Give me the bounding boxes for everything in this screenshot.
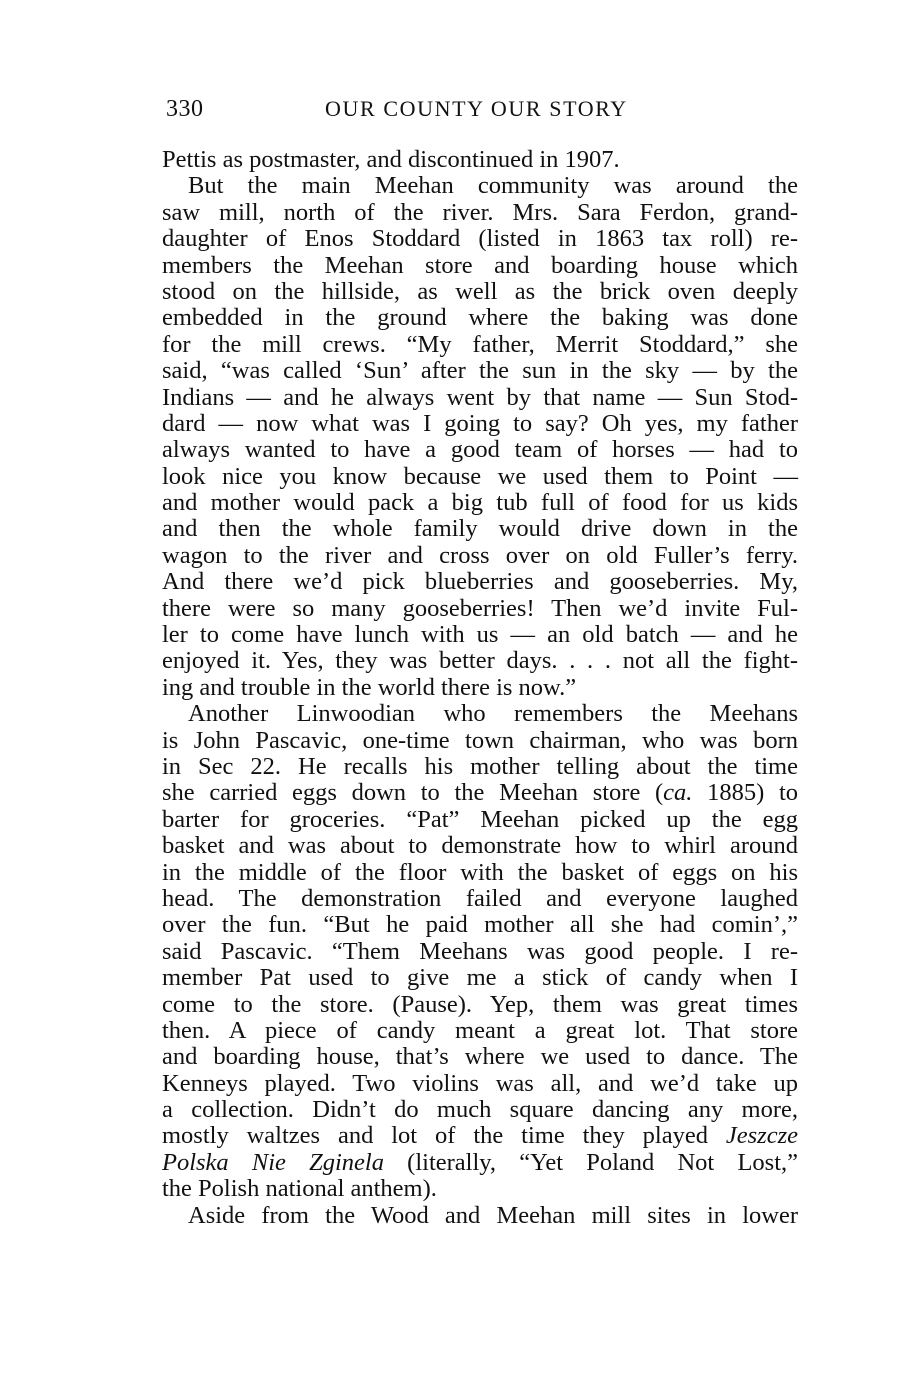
italic-text: Polska Nie Zginela: [162, 1148, 384, 1176]
paragraph-start-line: Another Linwoodian who remembers the Meehans: [188, 700, 798, 728]
text-line: [162, 780, 798, 806]
text-line: enjoyed it. Yes, they was better days. . . . not all the fight-: [162, 647, 798, 675]
text-segment: she carried eggs down to the Meehan store (: [162, 779, 664, 807]
text-line: said Pascavic. “Them Meehans was good people. I re-: [162, 937, 798, 965]
text-line: members the Meehan store and boarding house which: [162, 251, 798, 279]
text-line: saw mill, north of the river. Mrs. Sara Ferdon, grand-: [162, 198, 798, 226]
text-line: member Pat used to give me a stick of candy when I: [162, 964, 798, 992]
text-line: barter for groceries. “Pat” Meehan picked up the egg: [162, 805, 798, 833]
text-line: basket and was about to demonstrate how to whirl around: [162, 832, 798, 860]
text-line: for the mill crews. “My father, Merrit Stoddard,” she: [162, 330, 798, 358]
text-line: said, “was called ‘Sun’ after the sun in the sky — by the: [162, 357, 798, 385]
body-text: [162, 147, 798, 1229]
text-line: is John Pascavic, one-time town chairman, who was born: [162, 726, 798, 754]
text-line: Indians — and he always went by that name — Sun Stod-: [162, 383, 798, 411]
text-line: come to the store. (Pause). Yep, them was great times: [162, 990, 798, 1018]
text-line: a collection. Didn’t do much square dancing any more,: [162, 1096, 798, 1124]
text-line: and mother would pack a big tub full of food for us kids: [162, 489, 798, 517]
text-segment: (literally, “Yet Poland Not Lost,”: [383, 1148, 798, 1176]
text-line: the Polish national anthem).: [162, 1175, 437, 1203]
text-line: daughter of Enos Stoddard (listed in 1863 tax roll) re-: [162, 225, 798, 253]
text-line: head. The demonstration failed and everyone laughed: [162, 884, 798, 912]
text-line: then. A piece of candy meant a great lot. That store: [162, 1016, 798, 1044]
text-segment: mostly waltzes and lot of the time they played: [162, 1122, 726, 1150]
italic-text: ca.: [663, 779, 693, 807]
text-line: always wanted to have a good team of horses — had to: [162, 436, 798, 464]
text-line: and then the whole family would drive down in the: [162, 515, 798, 543]
text-line: and boarding house, that’s where we used to dance. The: [162, 1043, 798, 1071]
text-line: ing and trouble in the world there is now.”: [162, 673, 577, 701]
running-title: OUR COUNTY OUR STORY: [325, 96, 628, 121]
text-line: [162, 1150, 798, 1176]
text-line: And there we’d pick blueberries and gooseberries. My,: [162, 568, 798, 596]
text-line: [162, 1123, 798, 1149]
text-line: embedded in the ground where the baking was done: [162, 304, 798, 332]
page-header: [0, 96, 900, 126]
text-line: Kenneys played. Two violins was all, and we’d take up: [162, 1069, 798, 1097]
text-line: ler to come have lunch with us — an old batch — and he: [162, 621, 798, 649]
text-line: look nice you know because we used them to Point —: [162, 462, 798, 490]
text-line: dard — now what was I going to say? Oh yes, my father: [162, 409, 798, 437]
text-line: wagon to the river and cross over on old Fuller’s ferry.: [162, 541, 798, 569]
text-line: in the middle of the floor with the basket of eggs on his: [162, 858, 798, 886]
text-segment: 1885) to: [692, 779, 799, 807]
text-line: stood on the hillside, as well as the brick oven deeply: [162, 277, 798, 305]
italic-text: Jeszcze: [725, 1122, 798, 1150]
text-line: in Sec 22. He recalls his mother telling about the time: [162, 752, 798, 780]
text-line: Pettis as postmaster, and discontinued in 1907.: [162, 146, 620, 173]
page-number: 330: [166, 96, 204, 122]
text-line: there were so many gooseberries! Then we’d invite Ful-: [162, 594, 798, 622]
paragraph-start-line: Aside from the Wood and Meehan mill sites in lower: [188, 1201, 798, 1229]
paragraph-start-line: But the main Meehan community was around the: [188, 172, 798, 200]
text-line: over the fun. “But he paid mother all she had comin’,”: [162, 911, 798, 939]
